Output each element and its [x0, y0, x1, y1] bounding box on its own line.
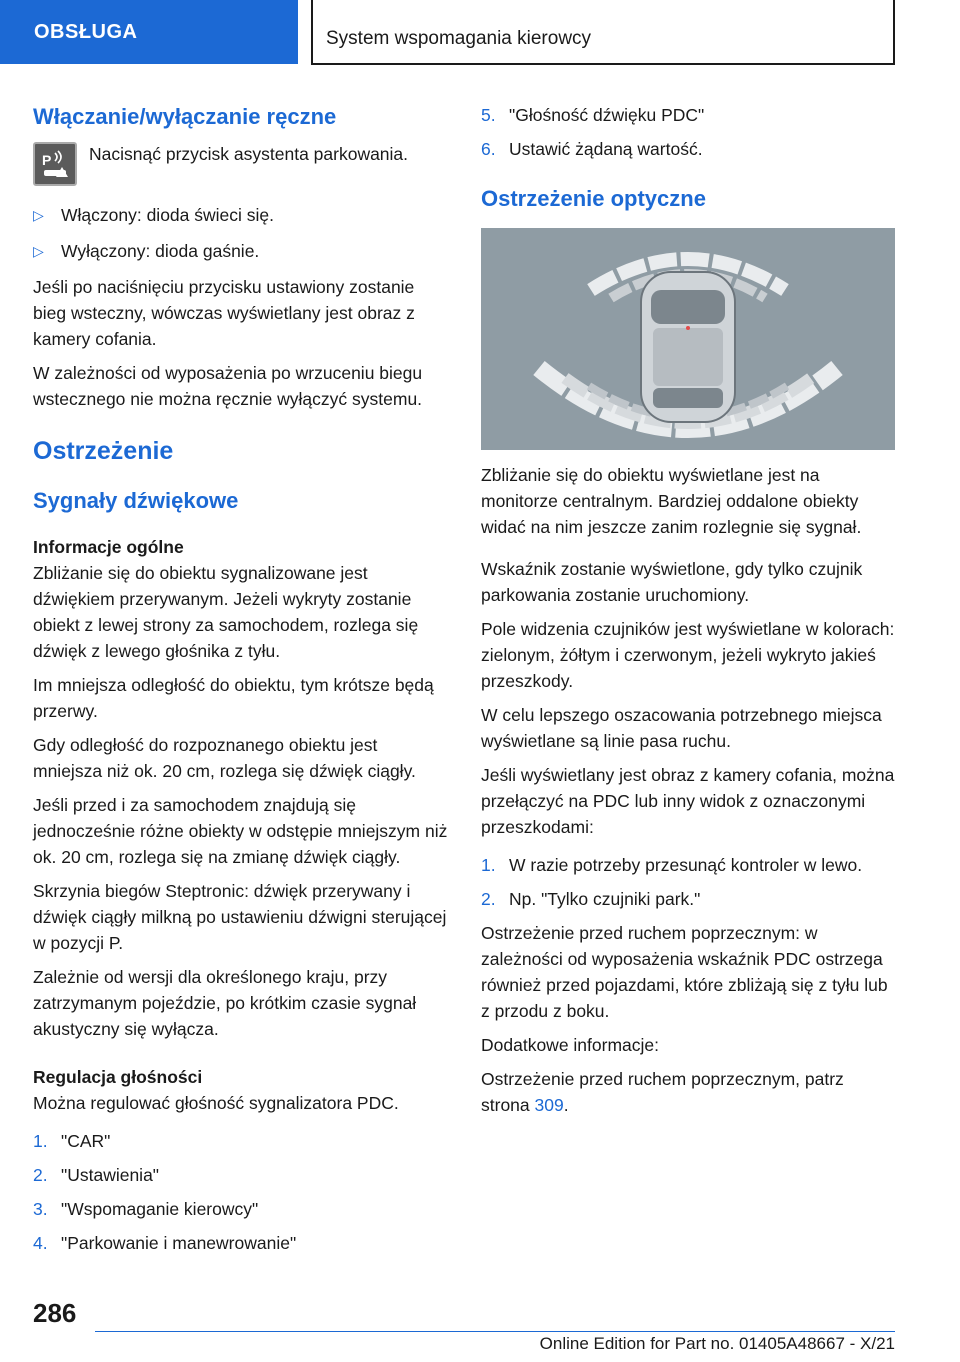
list-item: 5. "Głośność dźwięku PDC": [481, 105, 705, 125]
list-item: 6. Ustawić żądaną wartość.: [481, 139, 703, 159]
list-item: 4. "Parkowanie i manewrowanie": [33, 1233, 297, 1253]
paragraph: Skrzynia biegów Steptronic: dźwięk przerywany i dźwięk ciągły milkną po ustawieniu dźwigni sterującej w pozycji P.: [33, 881, 447, 953]
list-item: 2. Np. "Tylko czujniki park.": [481, 889, 701, 909]
paragraph: Pole widzenia czujników jest wyświetlane w kolorach: zielonym, żółtym i czerwonym, jeżeli wykryto jakieś przeszkody.: [481, 619, 895, 691]
icon-instruction-row: [33, 142, 448, 186]
edition-footer: Online Edition for Part no. 01405A48667 - X/21: [539, 1334, 895, 1353]
paragraph: Im mniejsza odległość do obiektu, tym krótsze będą przerwy.: [33, 675, 434, 721]
paragraph: Zależnie od wersji dla określonego kraju, przy zatrzymanym pojeździe, po krótkim czasie sygnał akustyczny się wyłącza.: [33, 967, 417, 1039]
list-item: ▷ Włączony: dioda świeci się.: [33, 202, 448, 228]
pdc-display-illustration: [481, 228, 895, 450]
paragraph: Jeśli wyświetlany jest obraz z kamery cofania, można przełączyć na PDC lub inny widok z oznaczonymi przeszkodami:: [481, 765, 895, 837]
heading-manual-toggle: Włączanie/wyłączanie ręczne: [33, 104, 337, 129]
triangle-bullet-icon: ▷: [33, 207, 44, 223]
list-item: 1. "CAR": [33, 1131, 111, 1151]
heading-optical-warning: Ostrzeżenie optyczne: [481, 186, 706, 211]
paragraph: W zależności od wyposażenia po wrzuceniu biegu wstecznego nie można ręcznie wyłączyć systemu.: [33, 363, 423, 409]
list-item: ▷ Wyłączony: dioda gaśnie.: [33, 238, 448, 264]
subheading-general: Informacje ogólne: [33, 537, 184, 557]
icon-instruction-text: Nacisnąć przycisk asystenta parkowania.: [89, 144, 409, 164]
heading-sound-signals: Sygnały dźwiękowe: [33, 488, 239, 513]
triangle-bullet-icon: ▷: [33, 243, 44, 259]
paragraph: Gdy odległość do rozpoznanego obiektu jest mniejsza niż ok. 20 cm, rozlega się dźwięk ciągły.: [33, 735, 416, 781]
paragraph: Jeśli przed i za samochodem znajdują się jednocześnie różne obiekty w odstępie mniejszym niż ok. 20 cm, rozlega się na zmianę dźwięk ciągły.: [33, 795, 448, 867]
section-label: OBSŁUGA: [34, 20, 138, 43]
parking-assistant-icon: [33, 142, 77, 186]
list-item: 2. "Ustawienia": [33, 1165, 160, 1185]
paragraph: Zbliżanie się do obiektu sygnalizowane jest dźwiękiem przerywanym. Jeżeli wykryty zostanie obiekt z lewej strony za samochodem, rozlega się dźwięk z lewego głośnika z tyłu.: [33, 563, 419, 661]
page-reference-link[interactable]: 309: [534, 1095, 564, 1115]
paragraph: W celu lepszego oszacowania potrzebnego miejsca wyświetlane są linie pasa ruchu.: [481, 705, 882, 751]
right-column: [481, 102, 895, 1126]
cross-reference: Ostrzeżenie przed ruchem poprzecznym, patrz strona 309.: [481, 1069, 844, 1115]
paragraph: Dodatkowe informacje:: [481, 1035, 659, 1055]
chapter-title: System wspomagania kierowcy: [326, 28, 592, 49]
paragraph: Zbliżanie się do obiektu wyświetlane jest na monitorze centralnym. Bardziej oddalone obiekty widać na nim jeszcze zanim rozlegnie się sygnał.: [481, 465, 862, 537]
header-divider-right: [893, 0, 895, 64]
paragraph: Jeśli po naciśnięciu przycisku ustawiony zostanie bieg wsteczny, wówczas wyświetlany jest obraz z kamery cofania.: [33, 277, 415, 349]
section-tab: [0, 0, 298, 64]
footer-rule: [95, 1331, 895, 1332]
list-item: 1. W razie potrzeby przesunąć kontroler w lewo.: [481, 855, 863, 875]
heading-warning: Ostrzeżenie: [33, 437, 174, 465]
page-number: 286: [33, 1298, 77, 1328]
paragraph: Wskaźnik zostanie wyświetlone, gdy tylko czujnik parkowania zostanie uruchomiony.: [481, 559, 863, 605]
list-item: 3. "Wspomaganie kierowcy": [33, 1199, 259, 1219]
left-column: [33, 102, 448, 1264]
header-divider: [311, 0, 313, 64]
svg-text:P: P: [42, 152, 52, 168]
subheading-volume: Regulacja głośności: [33, 1067, 203, 1087]
header-rule: [311, 63, 895, 65]
paragraph: Można regulować głośność sygnalizatora PDC.: [33, 1093, 399, 1113]
paragraph: Ostrzeżenie przed ruchem poprzecznym: w zależności od wyposażenia wskaźnik PDC ostrzega również przed pojazdami, które zbliżają się z tyłu lub z przodu z boku.: [481, 923, 888, 1021]
